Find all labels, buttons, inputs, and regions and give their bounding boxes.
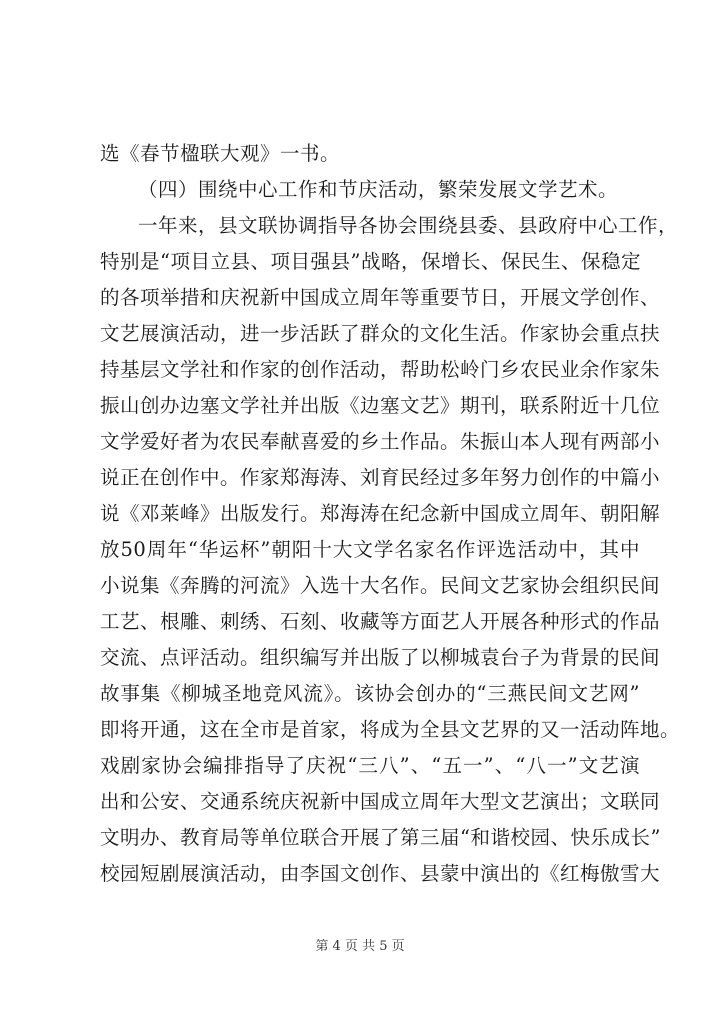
section-heading: （四）围绕中心工作和节庆活动，繁荣发展文学艺术。 xyxy=(138,178,619,201)
text-line-5: 的各项举措和庆祝新中国成立周年等重要节日，开展文学创作、 xyxy=(100,286,661,309)
text-line-1: 选《春节楹联大观》一书。 xyxy=(100,142,341,165)
text-line-18: 戏剧家协会编排指导了庆祝“三八”、“五一”、“八一”文艺演 xyxy=(100,754,640,777)
text-line-15: 交流、点评活动。组织编写并出版了以柳城袁台子为背景的民间 xyxy=(100,646,661,669)
text-line-8: 振山创办边塞文学社并出版《边塞文艺》期刊，联系附近十几位 xyxy=(100,394,661,417)
text-line-19: 出和公安、交通系统庆祝新中国成立周年大型文艺演出；文联同 xyxy=(100,790,661,813)
text-line-3: 一年来，县文联协调指导各协会围绕县委、县政府中心工作， xyxy=(138,214,679,237)
text-line-16: 故事集《柳城圣地竞风流》。该协会创办的“三燕民间文艺网” xyxy=(100,682,640,705)
text-line-21: 校园短剧展演活动，由李国文创作、县蒙中演出的《红梅傲雪大 xyxy=(100,862,661,885)
text-line-11: 说《邓莱峰》出版发行。郑海涛在纪念新中国成立周年、朝阳解 xyxy=(100,502,661,525)
text-line-4: 特别是“项目立县、项目强县”战略，保增长、保民生、保稳定 xyxy=(100,250,641,273)
text-line-6: 文艺展演活动，进一步活跃了群众的文化生活。作家协会重点扶 xyxy=(100,322,661,345)
page-number-footer: 第 4 页 共 5 页 xyxy=(315,939,405,954)
text-line-10: 说正在创作中。作家郑海涛、刘育民经过多年努力创作的中篇小 xyxy=(100,466,661,489)
text-line-20: 文明办、教育局等单位联合开展了第三届“和谐校园、快乐成长” xyxy=(100,826,661,849)
text-line-13: 小说集《奔腾的河流》入选十大名作。民间文艺家协会组织民间 xyxy=(100,574,661,597)
text-line-7: 持基层文学社和作家的创作活动，帮助松岭门乡农民业余作家朱 xyxy=(100,358,661,381)
text-line-17: 即将开通，这在全市是首家，将成为全县文艺界的又一活动阵地。 xyxy=(100,718,681,741)
text-line-12: 放50周年“华运杯”朝阳十大文学名家名作评选活动中，其中 xyxy=(100,538,640,561)
text-line-9: 文学爱好者为农民奉献喜爱的乡土作品。朱振山本人现有两部小 xyxy=(100,430,661,453)
text-line-14: 工艺、根雕、刺绣、石刻、收藏等方面艺人开展各种形式的作品 xyxy=(100,610,661,633)
